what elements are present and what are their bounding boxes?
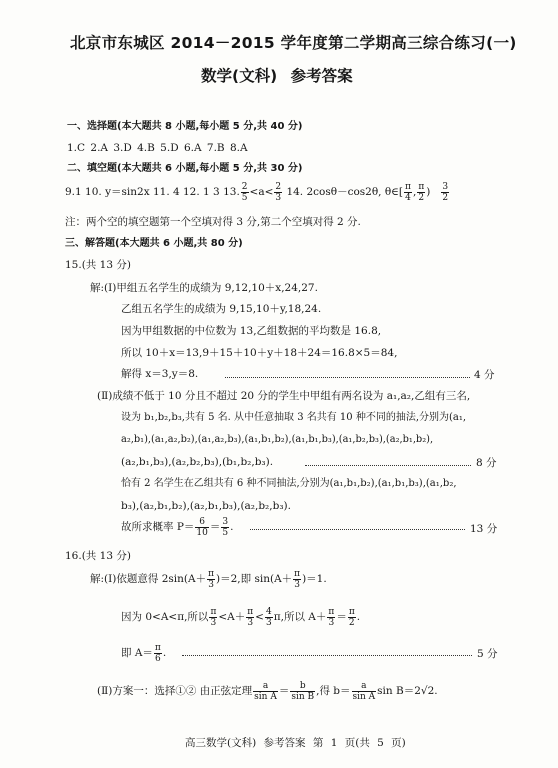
q16-text: (Ⅱ)方案一：选择①② 由正弦定理 [97, 685, 253, 697]
q15-line: 设为 b₁,b₂,b₃,共有 5 名. 从中任意抽取 3 名共有 10 种不同的抽法,分别为(a₁, [121, 412, 467, 423]
score-marker: 5 分 [477, 648, 498, 660]
fraction-denominator: 2 [442, 192, 449, 203]
fill-inequality: <a< [249, 186, 274, 198]
q16-text: ＝ [336, 611, 347, 623]
q16-text: . [356, 611, 361, 623]
dot-leader [305, 465, 471, 466]
q16-text: sin B＝2√2. [377, 685, 438, 697]
q15-line: 解得 x＝3,y＝8. [121, 368, 199, 380]
fraction-numerator: 3 [222, 516, 229, 527]
fraction-numerator: π [418, 181, 425, 192]
q16-heading: 16.(共 13 分) [65, 550, 131, 562]
fraction-6-10 [195, 517, 208, 538]
fraction-denominator: 2 [348, 617, 355, 628]
page-subtitle: 数学(文科) 参考答案 [201, 67, 353, 85]
fraction-numerator: π [247, 606, 254, 617]
section-fill-in: 二、填空题(本大题共 6 小题,每小题 5 分,共 30 分) [67, 163, 303, 174]
fraction-numerator: a [253, 681, 278, 692]
q15-line: b₃),(a₂,b₁,b₂),(a₂,b₁,b₃),(a₂,b₂,b₃). [121, 500, 291, 512]
fraction-denominator: 3 [294, 579, 300, 590]
q15-line: 因为甲组数据的中位数为 13,乙组数据的平均数是 16.8, [121, 325, 382, 337]
section-solutions: 三、解答题(本大题共 6 小题,共 80 分) [65, 238, 243, 249]
fill-in-note: 注：两个空的填空题第一个空填对得 3 分,第二个空填对得 2 分. [65, 216, 361, 228]
fraction-pi-2 [417, 182, 425, 203]
q15-line: 乙组五名学生的成绩为 9,15,10＋y,18,24. [121, 303, 322, 315]
q16-text: < [255, 611, 264, 623]
fraction-numerator: 2 [241, 181, 248, 192]
fill-in-answers [65, 180, 450, 204]
fraction-denominator: 6 [155, 653, 161, 664]
fraction-b-sinB [290, 681, 315, 702]
q16-text: <A＋ [218, 611, 246, 623]
q16-text: ,得 b＝ [316, 685, 351, 697]
fraction-denominator: sin A [254, 691, 277, 702]
q15-probability-line [121, 514, 233, 540]
fraction-pi-2 [348, 607, 356, 628]
q16-text: 解:(Ⅰ)依题意得 2sin(A＋ [90, 573, 207, 585]
section-multiple-choice: 一、选择题(本大题共 8 小题,每小题 5 分,共 40 分) [67, 121, 303, 132]
q15-line: 恰有 2 名学生在乙组共有 6 种不同抽法,分别为(a₁,b₁,b₂),(a₁,b₁,b₃),(a₁,b₂, [121, 478, 457, 489]
fraction-denominator: 3 [210, 617, 217, 628]
q16-text: π,所以 A＋ [273, 611, 327, 623]
fraction-numerator: 4 [265, 606, 272, 617]
fraction-a-sinA [253, 681, 278, 702]
q15-line: (a₂,b₁,b₃),(a₂,b₂,b₃),(b₁,b₂,b₃). [121, 456, 274, 468]
multiple-choice-answers: 1.C 2.A 3.D 4.B 5.D 6.A 7.B 8.A [67, 142, 248, 154]
dot-leader [182, 655, 472, 656]
fraction-a-sinA [352, 681, 377, 702]
fraction-numerator: π [328, 606, 335, 617]
fraction-pi-3 [246, 607, 254, 628]
fraction-2-5 [241, 182, 249, 203]
period: . [230, 521, 234, 533]
q16-text: )＝1. [302, 573, 327, 585]
fraction-denominator: 2 [418, 192, 425, 203]
fill-close-paren: ) [426, 186, 431, 198]
fraction-numerator: π [294, 568, 301, 579]
fraction-numerator: 2 [275, 181, 282, 192]
probability-text: 故所求概率 P＝ [121, 521, 195, 533]
equals-sign: ＝ [209, 521, 221, 533]
fraction-pi-3 [327, 607, 335, 628]
fraction-numerator: π [210, 606, 217, 617]
page-footer: 高三数学(文科) 参考答案 第 1 页(共 5 页) [185, 737, 406, 749]
fraction-2-3 [274, 182, 282, 203]
fraction-denominator: 3 [247, 617, 254, 628]
fraction-numerator: π [208, 568, 215, 579]
q16-line [97, 678, 438, 704]
fraction-denominator: sin A [352, 691, 376, 702]
fraction-pi-3 [209, 607, 217, 628]
q15-heading: 15.(共 13 分) [65, 259, 131, 271]
fraction-pi-4 [404, 182, 412, 203]
fraction-numerator: π [405, 181, 411, 192]
fraction-numerator: a [352, 681, 377, 692]
q15-line: a₂,b₁),(a₁,a₂,b₂),(a₁,a₂,b₃),(a₁,b₁,b₂),(a₁,b₁,b₃),(a₁,b₂,b₃),(a₂,b₁,b₂), [121, 434, 434, 445]
dot-leader [250, 529, 465, 530]
fraction-denominator: sin B [291, 691, 315, 702]
fraction-numerator: π [348, 606, 355, 617]
fraction-denominator: 3 [275, 192, 282, 203]
page-title: 北京市东城区 2014－2015 学年度第二学期高三综合练习(一) [70, 34, 517, 52]
fraction-pi-6 [154, 643, 162, 664]
fraction-denominator: 3 [208, 579, 214, 590]
q15-line: 解:(Ⅰ)甲组五名学生的成绩为 9,12,10＋x,24,27. [90, 282, 318, 294]
q16-line [121, 604, 360, 630]
fraction-numerator: π [154, 642, 161, 653]
fraction-denominator: 5 [241, 192, 248, 203]
q16-line [90, 566, 327, 592]
fraction-numerator: 3 [442, 181, 449, 192]
q16-text: . [162, 647, 167, 659]
q16-line [121, 640, 166, 666]
dot-leader [225, 377, 470, 378]
fill-answers-part-a: 9.1 10. y＝sin2x 11. 4 12. 1 3 13. [65, 186, 240, 198]
fraction-numerator: 6 [195, 517, 208, 528]
fraction-3-5 [221, 517, 229, 538]
fraction-4-3 [265, 607, 273, 628]
score-marker: 13 分 [470, 523, 498, 535]
fraction-3-2 [441, 182, 449, 203]
fraction-denominator: 3 [328, 617, 335, 628]
q16-text: )＝2,即 sin(A＋ [216, 573, 293, 585]
fraction-numerator: b [290, 681, 315, 692]
q15-line: 所以 10＋x＝13,9＋15＋10＋y＋18＋24＝16.8×5＝84, [121, 347, 398, 359]
q16-text: 因为 0<A<π,所以 [121, 611, 209, 623]
fill-answers-part-b: 14. 2cosθ－cos2θ, θ∈[ [283, 186, 404, 198]
score-marker: 8 分 [476, 457, 497, 469]
q15-line: (Ⅱ)成绩不低于 10 分且不超过 20 分的学生中甲组有两名设为 a₁,a₂,乙组有三名, [97, 390, 471, 402]
fill-comma: , [412, 186, 417, 198]
q16-text: ＝ [278, 685, 290, 697]
fraction-denominator: 4 [405, 192, 411, 203]
q16-text: 即 A＝ [121, 647, 153, 659]
fraction-denominator: 5 [222, 527, 229, 538]
score-marker: 4 分 [474, 369, 495, 381]
fraction-pi-3 [293, 569, 301, 590]
fraction-denominator: 10 [196, 527, 208, 538]
fraction-denominator: 3 [265, 617, 272, 628]
fraction-pi-3 [207, 569, 215, 590]
